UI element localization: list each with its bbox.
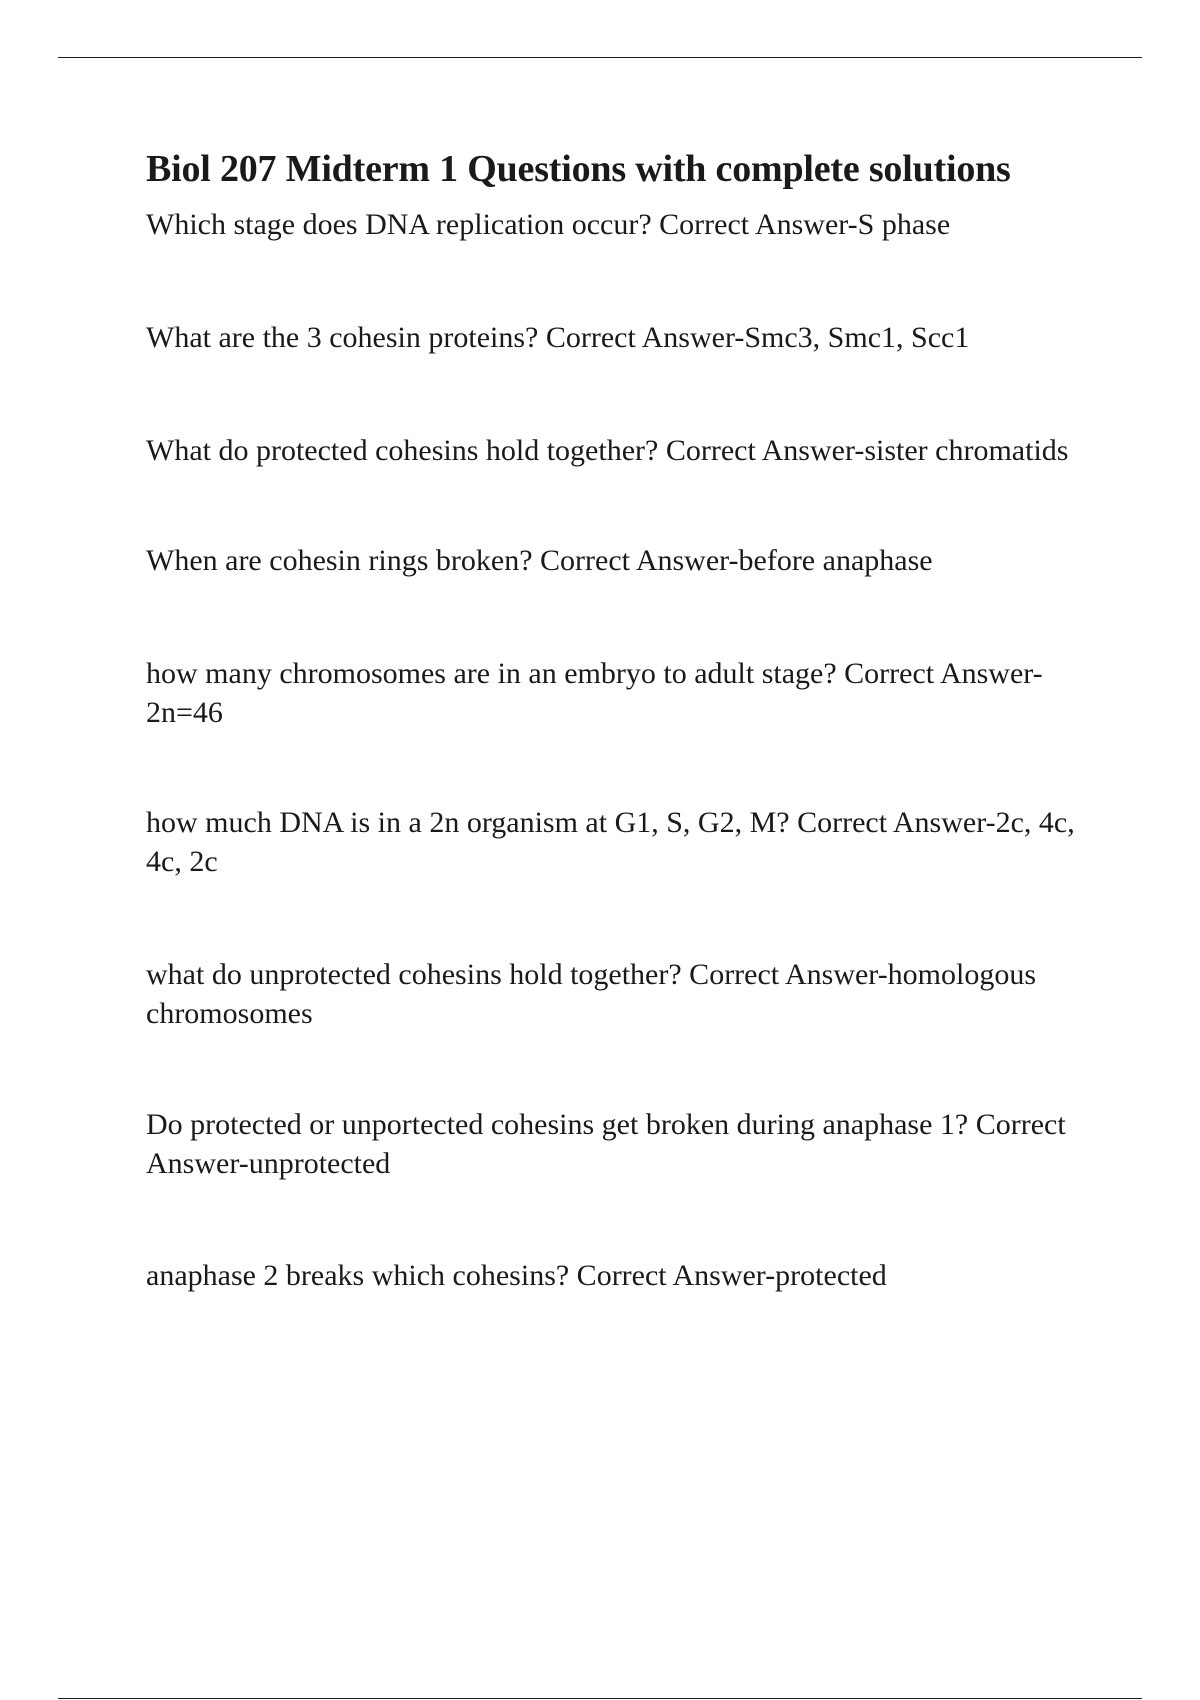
qa-item-unprotected-cohesins: what do unprotected cohesins hold together? Correct Answer-homologous chromosomes [146,958,1037,1030]
page-title: Biol 207 Midterm 1 Questions with complete solutions [146,148,1011,190]
qa-list [146,205,1086,1295]
qa-item-anaphase-2: anaphase 2 breaks which cohesins? Correct Answer-protected [146,1259,887,1292]
document-body [146,143,1086,1295]
top-rule [58,57,1142,58]
qa-item-anaphase-1: Do protected or unportected cohesins get broken during anaphase 1? Correct Answer-unprotected [146,1108,1066,1180]
qa-item-protected-cohesins: What do protected cohesins hold together? Correct Answer-sister chromatids [146,434,1069,467]
qa-item-dna-replication-stage: Which stage does DNA replication occur? Correct Answer-S phase [146,208,951,241]
qa-item-chromosome-count: how many chromosomes are in an embryo to adult stage? Correct Answer-2n=46 [146,657,1043,729]
qa-item-cohesin-proteins: What are the 3 cohesin proteins? Correct Answer-Smc3, Smc1, Scc1 [146,321,970,354]
qa-item-cohesin-rings-broken: When are cohesin rings broken? Correct Answer-before anaphase [146,544,933,577]
qa-item-dna-amount: how much DNA is in a 2n organism at G1, S, G2, M? Correct Answer-2c, 4c, 4c, 2c [146,806,1075,878]
bottom-rule [58,1698,1142,1699]
